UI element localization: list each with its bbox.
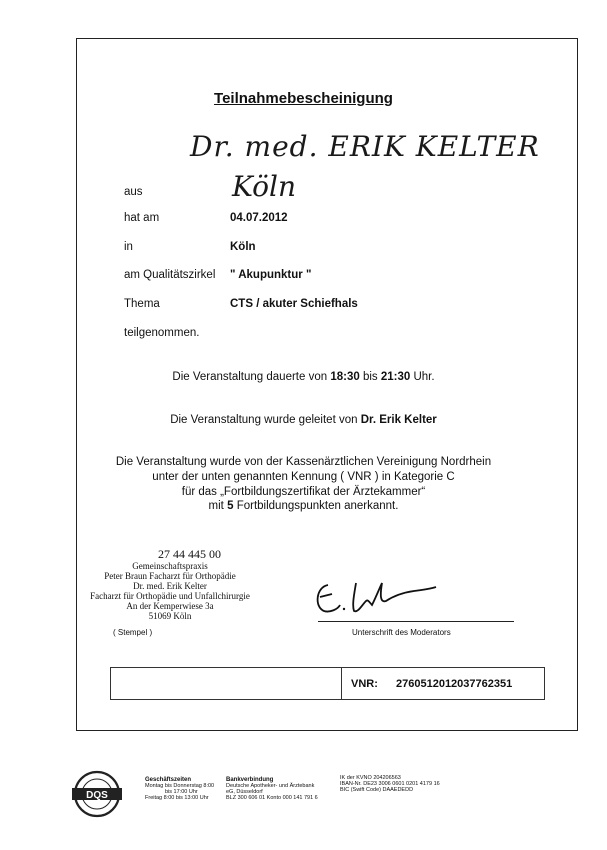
footer-hours-line: bis 17:00 Uhr (165, 789, 198, 795)
footer-ids-line: IBAN-Nr. DE23 3006 0601 0201 4179 16 (340, 781, 440, 787)
stamp-line: An der Kemperwiese 3a (126, 601, 214, 611)
document-title: Teilnahmebescheinigung (214, 90, 393, 107)
duration-pre: Die Veranstaltung dauerte von (172, 371, 328, 383)
duration-start: 18:30 (330, 371, 360, 383)
vnr-value: 2760512012037762351 (396, 678, 513, 690)
footer-ids (340, 775, 440, 793)
stamp-line: Peter Braun Facharzt für Orthopädie (104, 571, 236, 581)
teilgenommen-text: teilgenommen. (124, 327, 200, 339)
stamp-label: ( Stempel ) (113, 628, 153, 637)
participant-name-handwritten: Dr. med. ERIK KELTER (190, 130, 540, 163)
duration-mid: bis (362, 371, 378, 383)
value-city: Köln (230, 241, 256, 253)
led-by-sentence (0, 414, 607, 426)
signature-caption: Unterschrift des Moderators (352, 628, 451, 637)
label-qualitaetszirkel: am Qualitätszirkel (124, 269, 216, 281)
vnr-divider (341, 668, 342, 699)
duration-post: Uhr. (413, 371, 435, 383)
recognition-line-3: für das „Fortbildungszertifikat der Ärztekammer“ (181, 486, 426, 498)
city-handwritten: Köln (232, 170, 297, 203)
label-thema: Thema (124, 298, 160, 310)
led-by-name: Dr. Erik Kelter (360, 414, 437, 426)
recognition-line-4 (0, 500, 607, 512)
footer-hours-line: Freitag 8:00 bis 13:00 Uhr (145, 795, 209, 801)
footer-bank-line: Deutsche Apotheker- und Ärztebank (226, 783, 315, 789)
signature-image (310, 575, 440, 620)
footer-bank-line: BLZ 300 606 01 Konto 000 141 791 6 (226, 795, 318, 801)
value-date: 04.07.2012 (230, 212, 288, 224)
footer-hours-line: Montag bis Donnerstag 8:00 (145, 783, 215, 789)
stamp-line: Facharzt für Orthopädie und Unfallchirurgie (90, 591, 250, 601)
footer-bank-heading: Bankverbindung (226, 777, 274, 783)
footer-bank (226, 777, 318, 801)
recognition-points-post: Fortbildungspunkten anerkannt. (236, 500, 399, 512)
duration-sentence (0, 371, 607, 383)
footer-hours-heading: Geschäftszeiten (145, 777, 192, 783)
stamp-line: Dr. med. Erik Kelter (133, 581, 207, 591)
recognition-points: 5 (227, 500, 234, 512)
footer-bank-line: eG, Düsseldorf (226, 789, 263, 795)
vnr-box (110, 667, 545, 700)
led-by-pre: Die Veranstaltung wurde geleitet von (170, 414, 358, 426)
stamp-line: Gemeinschaftspraxis (132, 561, 208, 571)
value-qualitaetszirkel: " Akupunktur " (230, 269, 312, 281)
duration-end: 21:30 (380, 371, 411, 383)
recognition-line-2: unter der unten genannten Kennung ( VNR ) in Kategorie C (152, 471, 455, 483)
dqs-certification-logo (68, 770, 126, 818)
vnr-label: VNR: (351, 678, 378, 690)
signature-line (318, 621, 514, 622)
footer-ids-line: IK der KVNO 204206563 (340, 775, 401, 781)
stamp-number: 27 44 445 00 (158, 547, 221, 561)
recognition-line-1: Die Veranstaltung wurde von der Kassenärztlichen Vereinigung Nordrhein (115, 456, 492, 468)
stamp-block (90, 561, 250, 621)
footer-ids-line: BIC (Swift Code) DAAEDEDD (340, 787, 414, 793)
label-hat-am: hat am (124, 212, 160, 224)
dqs-logo-text: DQS (86, 790, 108, 801)
label-in: in (124, 241, 133, 253)
recognition-points-pre: mit (208, 500, 224, 512)
value-thema: CTS / akuter Schiefhals (230, 298, 358, 310)
footer-hours (145, 777, 214, 801)
stamp-line: 51069 Köln (148, 611, 192, 621)
label-aus: aus (124, 186, 143, 198)
